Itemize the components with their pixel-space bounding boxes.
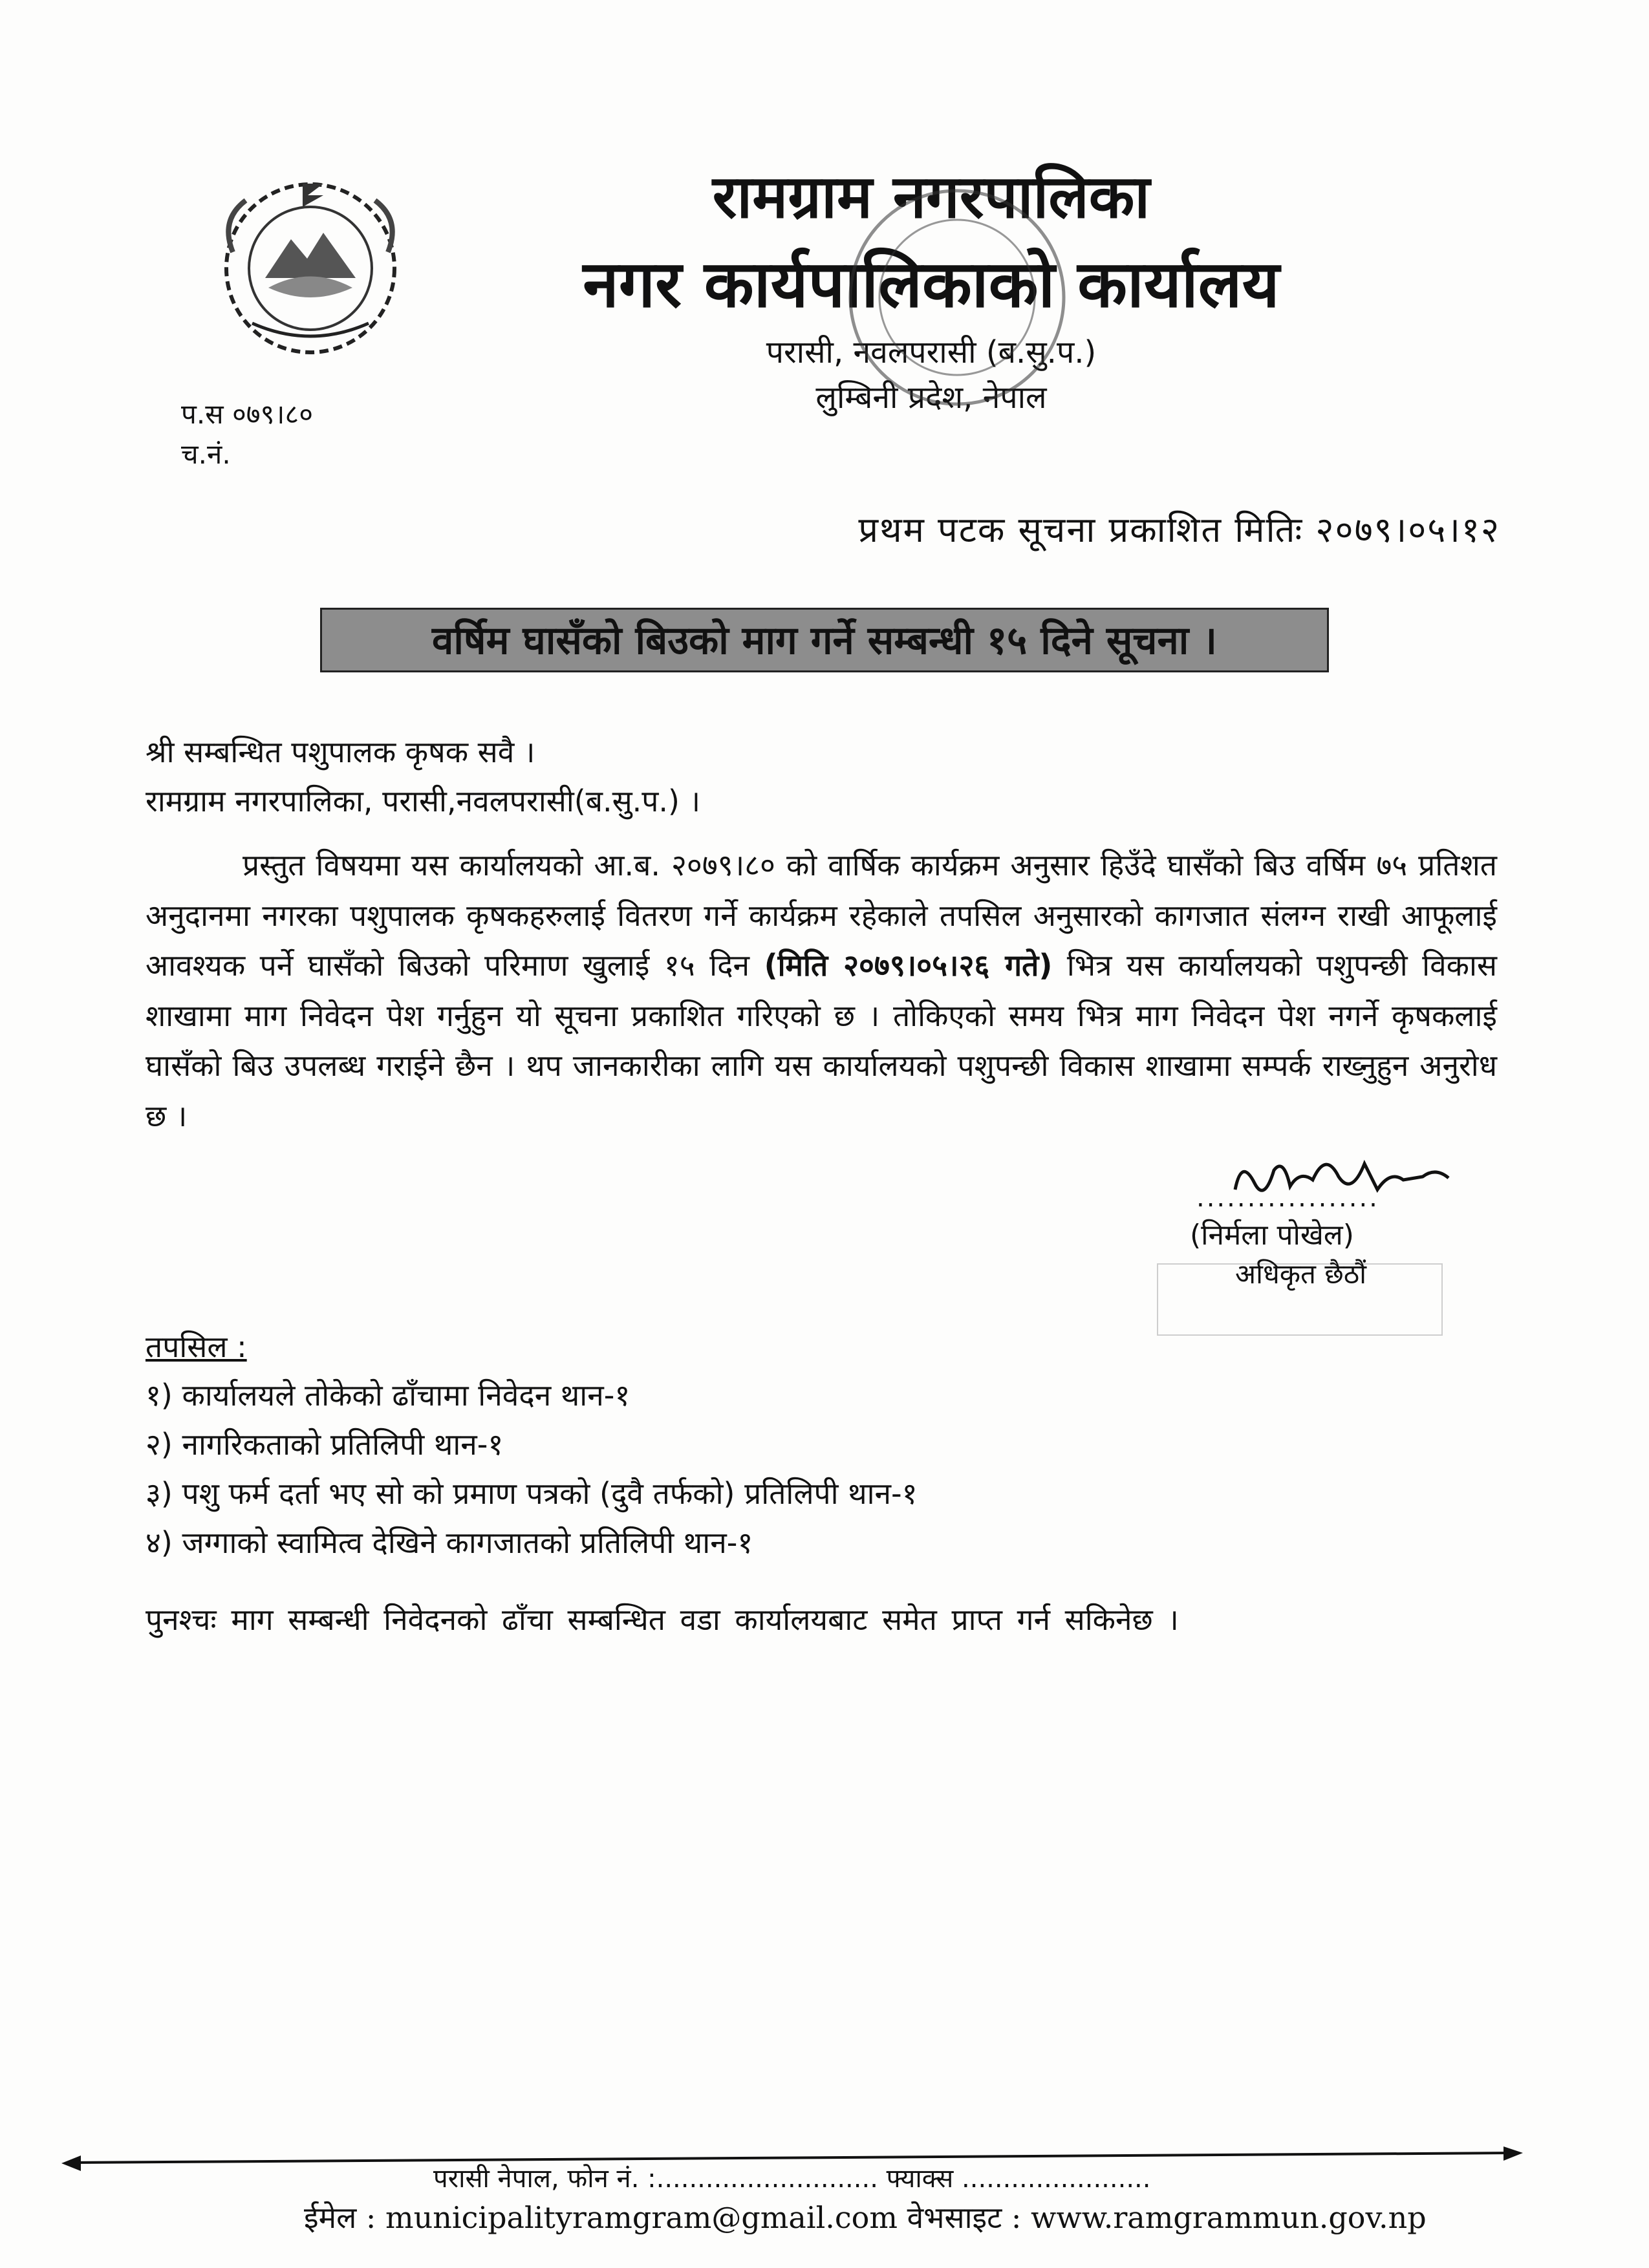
subject-banner: वर्षिम घासँको बिउको माग गर्ने सम्बन्धी १५ दिने सूचना । xyxy=(320,608,1329,672)
nepal-emblem-icon xyxy=(194,155,427,369)
signatory-title: अधिकृत छैठौं xyxy=(1235,1258,1367,1290)
signature-line: .................. xyxy=(1196,1183,1379,1213)
schedule-list xyxy=(146,1371,918,1567)
list-item: ३) पशु फर्म दर्ता भए सो को प्रमाण पत्रको (दुवै तर्फको) प्रतिलिपी थान-१ xyxy=(146,1476,918,1511)
addressee xyxy=(146,727,700,826)
footer-address: परासी नेपाल, फोन नं. :........................... फ्याक्स ....................... xyxy=(433,2164,1151,2194)
office-stamp-icon xyxy=(834,181,1080,414)
dispatch-number: च.नं. xyxy=(181,438,231,470)
municipality-name: रामग्राम नगरपालिका xyxy=(712,162,1150,231)
addressee-line-2: रामग्राम नगरपालिका, परासी,नवलपरासी(ब.सु.प.) । xyxy=(146,784,701,818)
notice-body xyxy=(146,840,1497,1141)
signatory-name: (निर्मला पोखेल) xyxy=(1190,1219,1354,1252)
footer-contact: ईमेल : municipalityramgram@gmail.com वेभसाइट : www.ramgrammun.gov.np xyxy=(304,2200,1427,2235)
body-part-2: भित्र यस कार्यालयको पशुपन्छी विकास शाखामा माग निवेदन पेश गर्नुहुन यो सूचना प्रकाशित गरिएको छ । तोकिएको समय भित्र माग निवेदन पेश नगर्ने कृषकलाई घासँको बिउ उपलब्ध गराईने छैन । थप जानकारीका लागि यस कार्यालयको पशुपन्छी विकास शाखामा सम्पर्क राख्नुहुन अनुरोध छ । xyxy=(146,948,1497,1133)
list-item: ४) जग्गाको स्वामित्व देखिने कागजातको प्रतिलिपी थान-१ xyxy=(146,1525,753,1560)
reference-block xyxy=(181,394,313,475)
addressee-line-1: श्री सम्बन्धित पशुपालक कृषक सवै । xyxy=(146,734,535,769)
name-stamp-icon xyxy=(1151,1251,1455,1342)
schedule-heading: तपसिल : xyxy=(146,1329,247,1364)
list-item: १) कार्यालयले तोकेको ढाँचामा निवेदन थान-१ xyxy=(146,1378,630,1413)
list-item: २) नागरिकताको प्रतिलिपी थान-१ xyxy=(146,1427,504,1462)
deadline-date: (मिति २०७९।०५।२६ गते) xyxy=(764,948,1053,983)
office-province: लुम्बिनी प्रदेश, नेपाल xyxy=(815,380,1047,416)
office-name: नगर कार्यपालिकाको कार्यालय xyxy=(583,246,1280,322)
publish-date: प्रथम पटक सूचना प्रकाशित मितिः २०७९।०५।१२ xyxy=(858,509,1500,550)
postscript: पुनश्चः माग सम्बन्धी निवेदनको ढाँचा सम्बन्धित वडा कार्यालयबाट समेत प्राप्त गर्न सकिनेछ । xyxy=(146,1602,1179,1637)
body-part-1: प्रस्तुत विषयमा यस कार्यालयको आ.ब. २०७९।८० को वार्षिक कार्यक्रम अनुसार हिउँदे घासँको बिउ वर्षिम ७५ प्रतिशत अनुदानमा नगरका पशुपालक कृषकहरुलाई वितरण गर्ने कार्यक्रम रहेकाले तपसिल अनुसारको कागजात संलग्न राखी आफूलाई आवश्यक पर्ने घासँको बिउको परिमाण खुलाई १५ दिन xyxy=(146,848,1497,983)
office-location: परासी, नवलपरासी (ब.सु.प.) xyxy=(766,334,1097,370)
letter-number: प.स ०७९।८० xyxy=(181,398,314,430)
